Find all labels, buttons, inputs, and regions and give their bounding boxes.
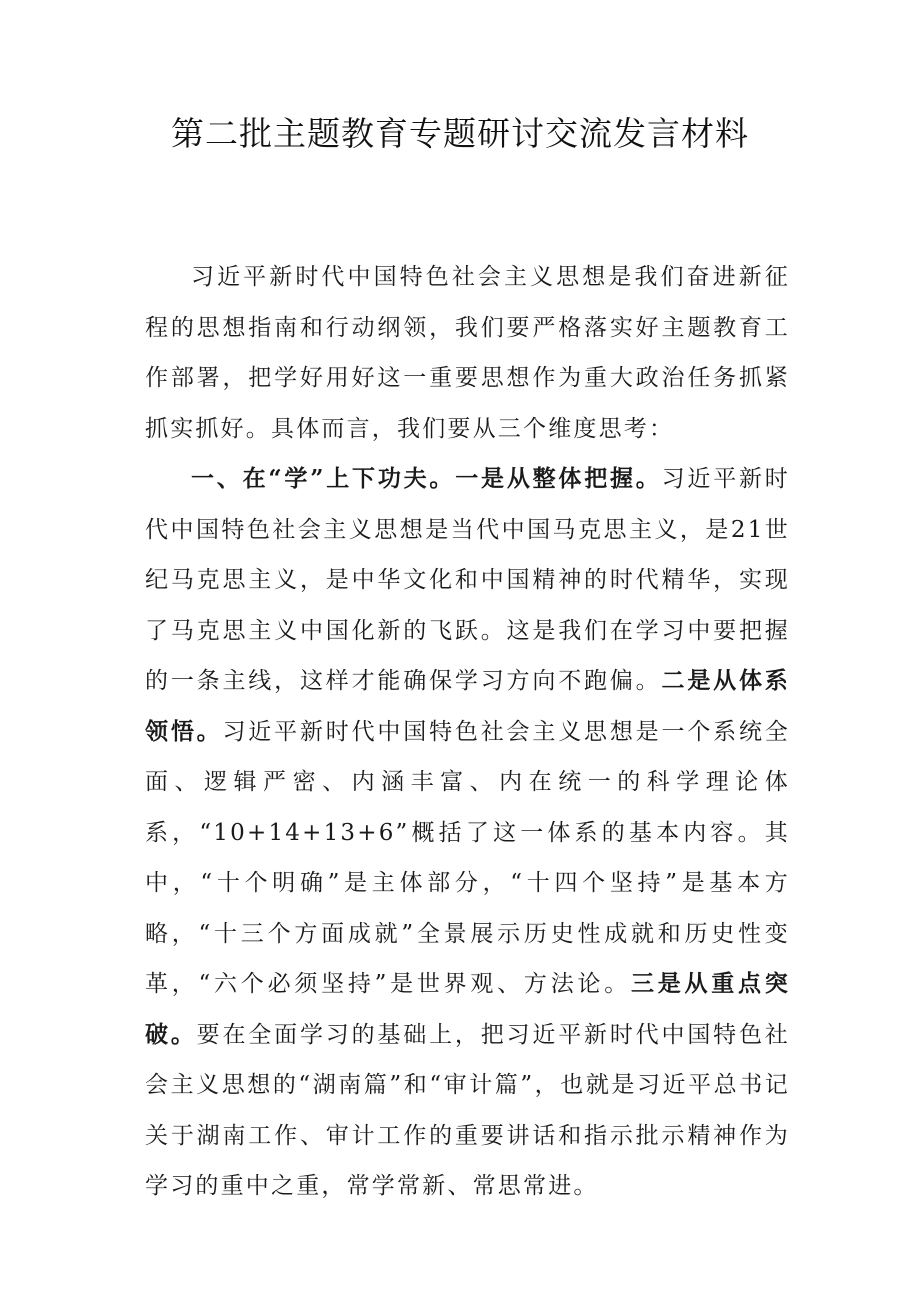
point-one-lead: 一是从整体把握。 bbox=[455, 465, 662, 492]
document-title: 第二批主题教育专题研讨交流发言材料 bbox=[171, 114, 749, 153]
point-two-text: 习近平新时代中国特色社会主义思想是一个系统全面、逻辑严密、内涵丰富、内在统一的科学理论体系，“10+14+13+6”概括了这一体系的基本内容。其中，“十个明确”是主体部分，“十四个坚持”是基本方略，“十三个方面成就”全景展示历史性成就和历史性变革，“六个必须坚持”是世界观、方法论。 bbox=[145, 718, 790, 997]
intro-paragraph: 习近平新时代中国特色社会主义思想是我们奋进新征程的思想指南和行动纲领，我们要严格落实好主题教育工作部署，把学好用好这一重要思想作为重大政治任务抓紧抓实抓好。具体而言，我们要从三个维度思考： bbox=[145, 264, 790, 442]
section-one-paragraph bbox=[145, 454, 790, 1212]
document-body bbox=[145, 252, 790, 1212]
point-three-lead: 三是从重点突破。 bbox=[145, 970, 790, 1048]
section-one-heading: 一、在“学”上下功夫。 bbox=[191, 465, 456, 492]
point-two-lead: 二是从体系领悟。 bbox=[145, 667, 790, 745]
point-one-text: 习近平新时代中国特色社会主义思想是当代中国马克思主义，是21世纪马克思主义，是中华文化和中国精神的时代精华，实现了马克思主义中国化新的飞跃。这是我们在学习中要把握的一条主线，这样才能确保学习方向不跑偏。 bbox=[145, 466, 790, 694]
point-three-text: 要在全面学习的基础上，把习近平新时代中国特色社会主义思想的“湖南篇”和“审计篇”，也就是习近平总书记关于湖南工作、审计工作的重要讲话和指示批示精神作为学习的重中之重，常学常新、常思常进。 bbox=[145, 1021, 790, 1199]
